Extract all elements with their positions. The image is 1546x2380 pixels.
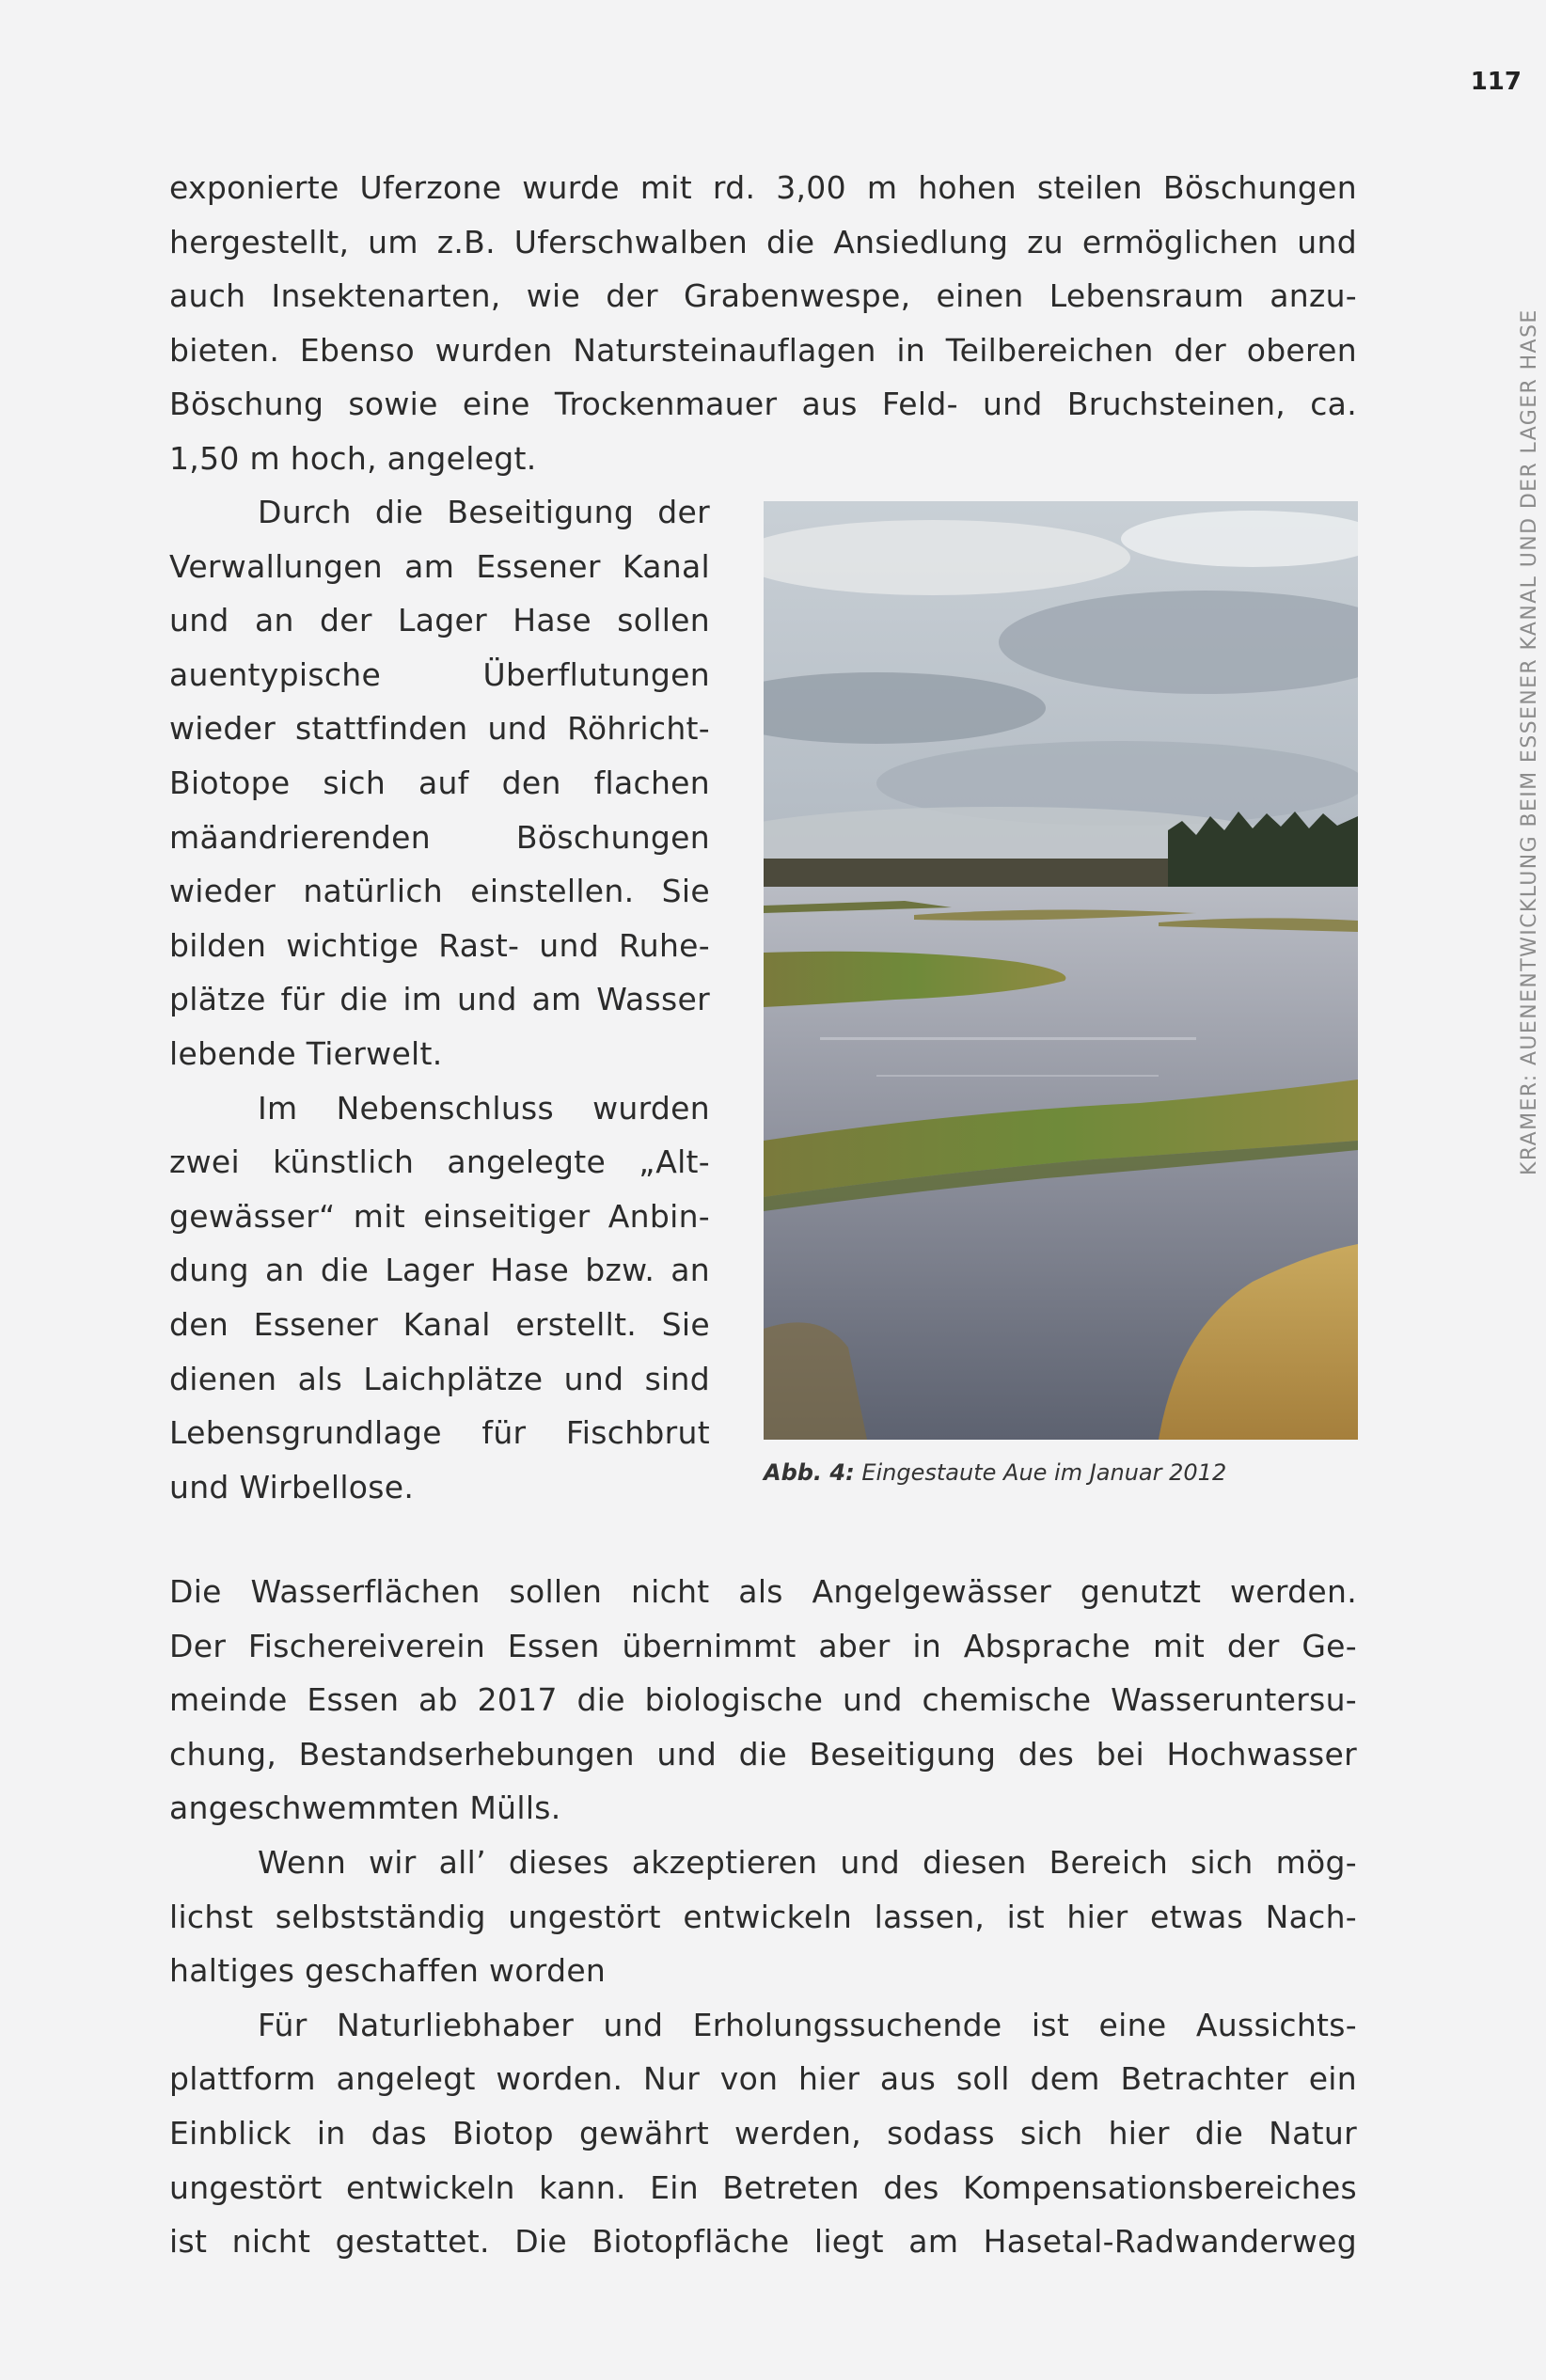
text-line: Der Fischereiverein Essen übernimmt aber in Absprache mit der Ge-: [169, 1627, 1357, 1664]
text-line: wieder natürlich einstellen. Sie: [169, 873, 710, 910]
text-line: dung an die Lager Hase bzw. an: [169, 1252, 710, 1289]
text-line: Wenn wir all’ dieses akzeptieren und diesen Bereich sich mög-: [258, 1843, 1357, 1881]
text-line: hergestellt, um z.B. Uferschwalben die Ansiedlung zu ermöglichen und: [169, 223, 1357, 260]
text-line: chung, Bestandserhebungen und die Beseitigung des bei Hochwasser: [169, 1735, 1357, 1773]
text-line: ist nicht gestattet. Die Biotopfläche liegt am Hasetal-Radwanderweg: [169, 2223, 1357, 2261]
text-line: lichst selbstständig ungestört entwickeln lassen, ist hier etwas Nach-: [169, 1898, 1357, 1935]
text-line: Im Nebenschluss wurden: [258, 1089, 710, 1127]
text-line: lebende Tierwelt.: [169, 1034, 443, 1072]
text-line: bieten. Ebenso wurden Natursteinauflagen in Teilbereichen der oberen: [169, 331, 1357, 369]
bottom-text: [169, 1565, 1357, 2269]
figure-caption-text: Eingestaute Aue im Januar 2012: [861, 1459, 1227, 1486]
text-line: den Essener Kanal erstellt. Sie: [169, 1305, 710, 1343]
text-line: Verwallungen am Essener Kanal: [169, 547, 710, 585]
page-number: 117: [1470, 68, 1522, 96]
text-line: exponierte Uferzone wurde mit rd. 3,00 m hohen steilen Böschungen: [169, 169, 1357, 206]
text-line: Für Naturliebhaber und Erholungssuchende ist eine Aussichts-: [258, 2006, 1357, 2043]
running-head: KRAMER: AUENENTWICKLUNG BEIM ESSENER KANAL UND DER LAGER HASE: [1518, 308, 1541, 1175]
text-line: wieder stattfinden und Röhricht-: [169, 710, 710, 748]
floodplain-photo: [764, 501, 1358, 1440]
top-paragraph: [169, 161, 1357, 486]
text-line: plattform angelegt worden. Nur von hier aus soll dem Betrachter ein: [169, 2060, 1357, 2098]
figure-caption: [764, 1459, 1226, 1486]
text-line: meinde Essen ab 2017 die biologische und chemische Wasseruntersu-: [169, 1681, 1357, 1719]
text-line: zwei künstlich angelegte „Alt-: [169, 1143, 710, 1181]
text-line: und an der Lager Hase sollen: [169, 602, 710, 639]
left-column-text: [169, 485, 710, 1514]
text-line: auch Insektenarten, wie der Grabenwespe, einen Lebensraum anzu-: [169, 277, 1357, 315]
text-line: Böschung sowie eine Trockenmauer aus Feld- und Bruchsteinen, ca.: [169, 386, 1357, 423]
text-line: Die Wasserflächen sollen nicht als Angelgewässer genutzt werden.: [169, 1573, 1357, 1610]
text-line: mäandrierenden Böschungen: [169, 818, 710, 856]
text-line: Durch die Beseitigung der: [258, 494, 710, 530]
text-line: angeschwemmten Mülls.: [169, 1789, 561, 1827]
text-line: 1,50 m hoch, angelegt.: [169, 439, 537, 477]
text-line: auentypische Überflutungen: [169, 655, 710, 693]
text-line: Lebensgrundlage für Fischbrut: [169, 1414, 710, 1452]
text-line: haltiges geschaffen worden: [169, 1952, 607, 1990]
figure-label: Abb. 4:: [764, 1459, 855, 1486]
text-line: gewässer“ mit einseitiger Anbin-: [169, 1197, 710, 1235]
text-line: und Wirbellose.: [169, 1468, 415, 1505]
text-line: dienen als Laichplätze und sind: [169, 1360, 710, 1397]
text-line: plätze für die im und am Wasser: [169, 981, 710, 1018]
text-line: ungestört entwickeln kann. Ein Betreten des Kompensationsbereiches: [169, 2168, 1357, 2206]
text-line: Biotope sich auf den flachen: [169, 764, 710, 801]
text-line: bilden wichtige Rast- und Ruhe-: [169, 926, 710, 964]
text-line: Einblick in das Biotop gewährt werden, sodass sich hier die Natur: [169, 2114, 1357, 2151]
